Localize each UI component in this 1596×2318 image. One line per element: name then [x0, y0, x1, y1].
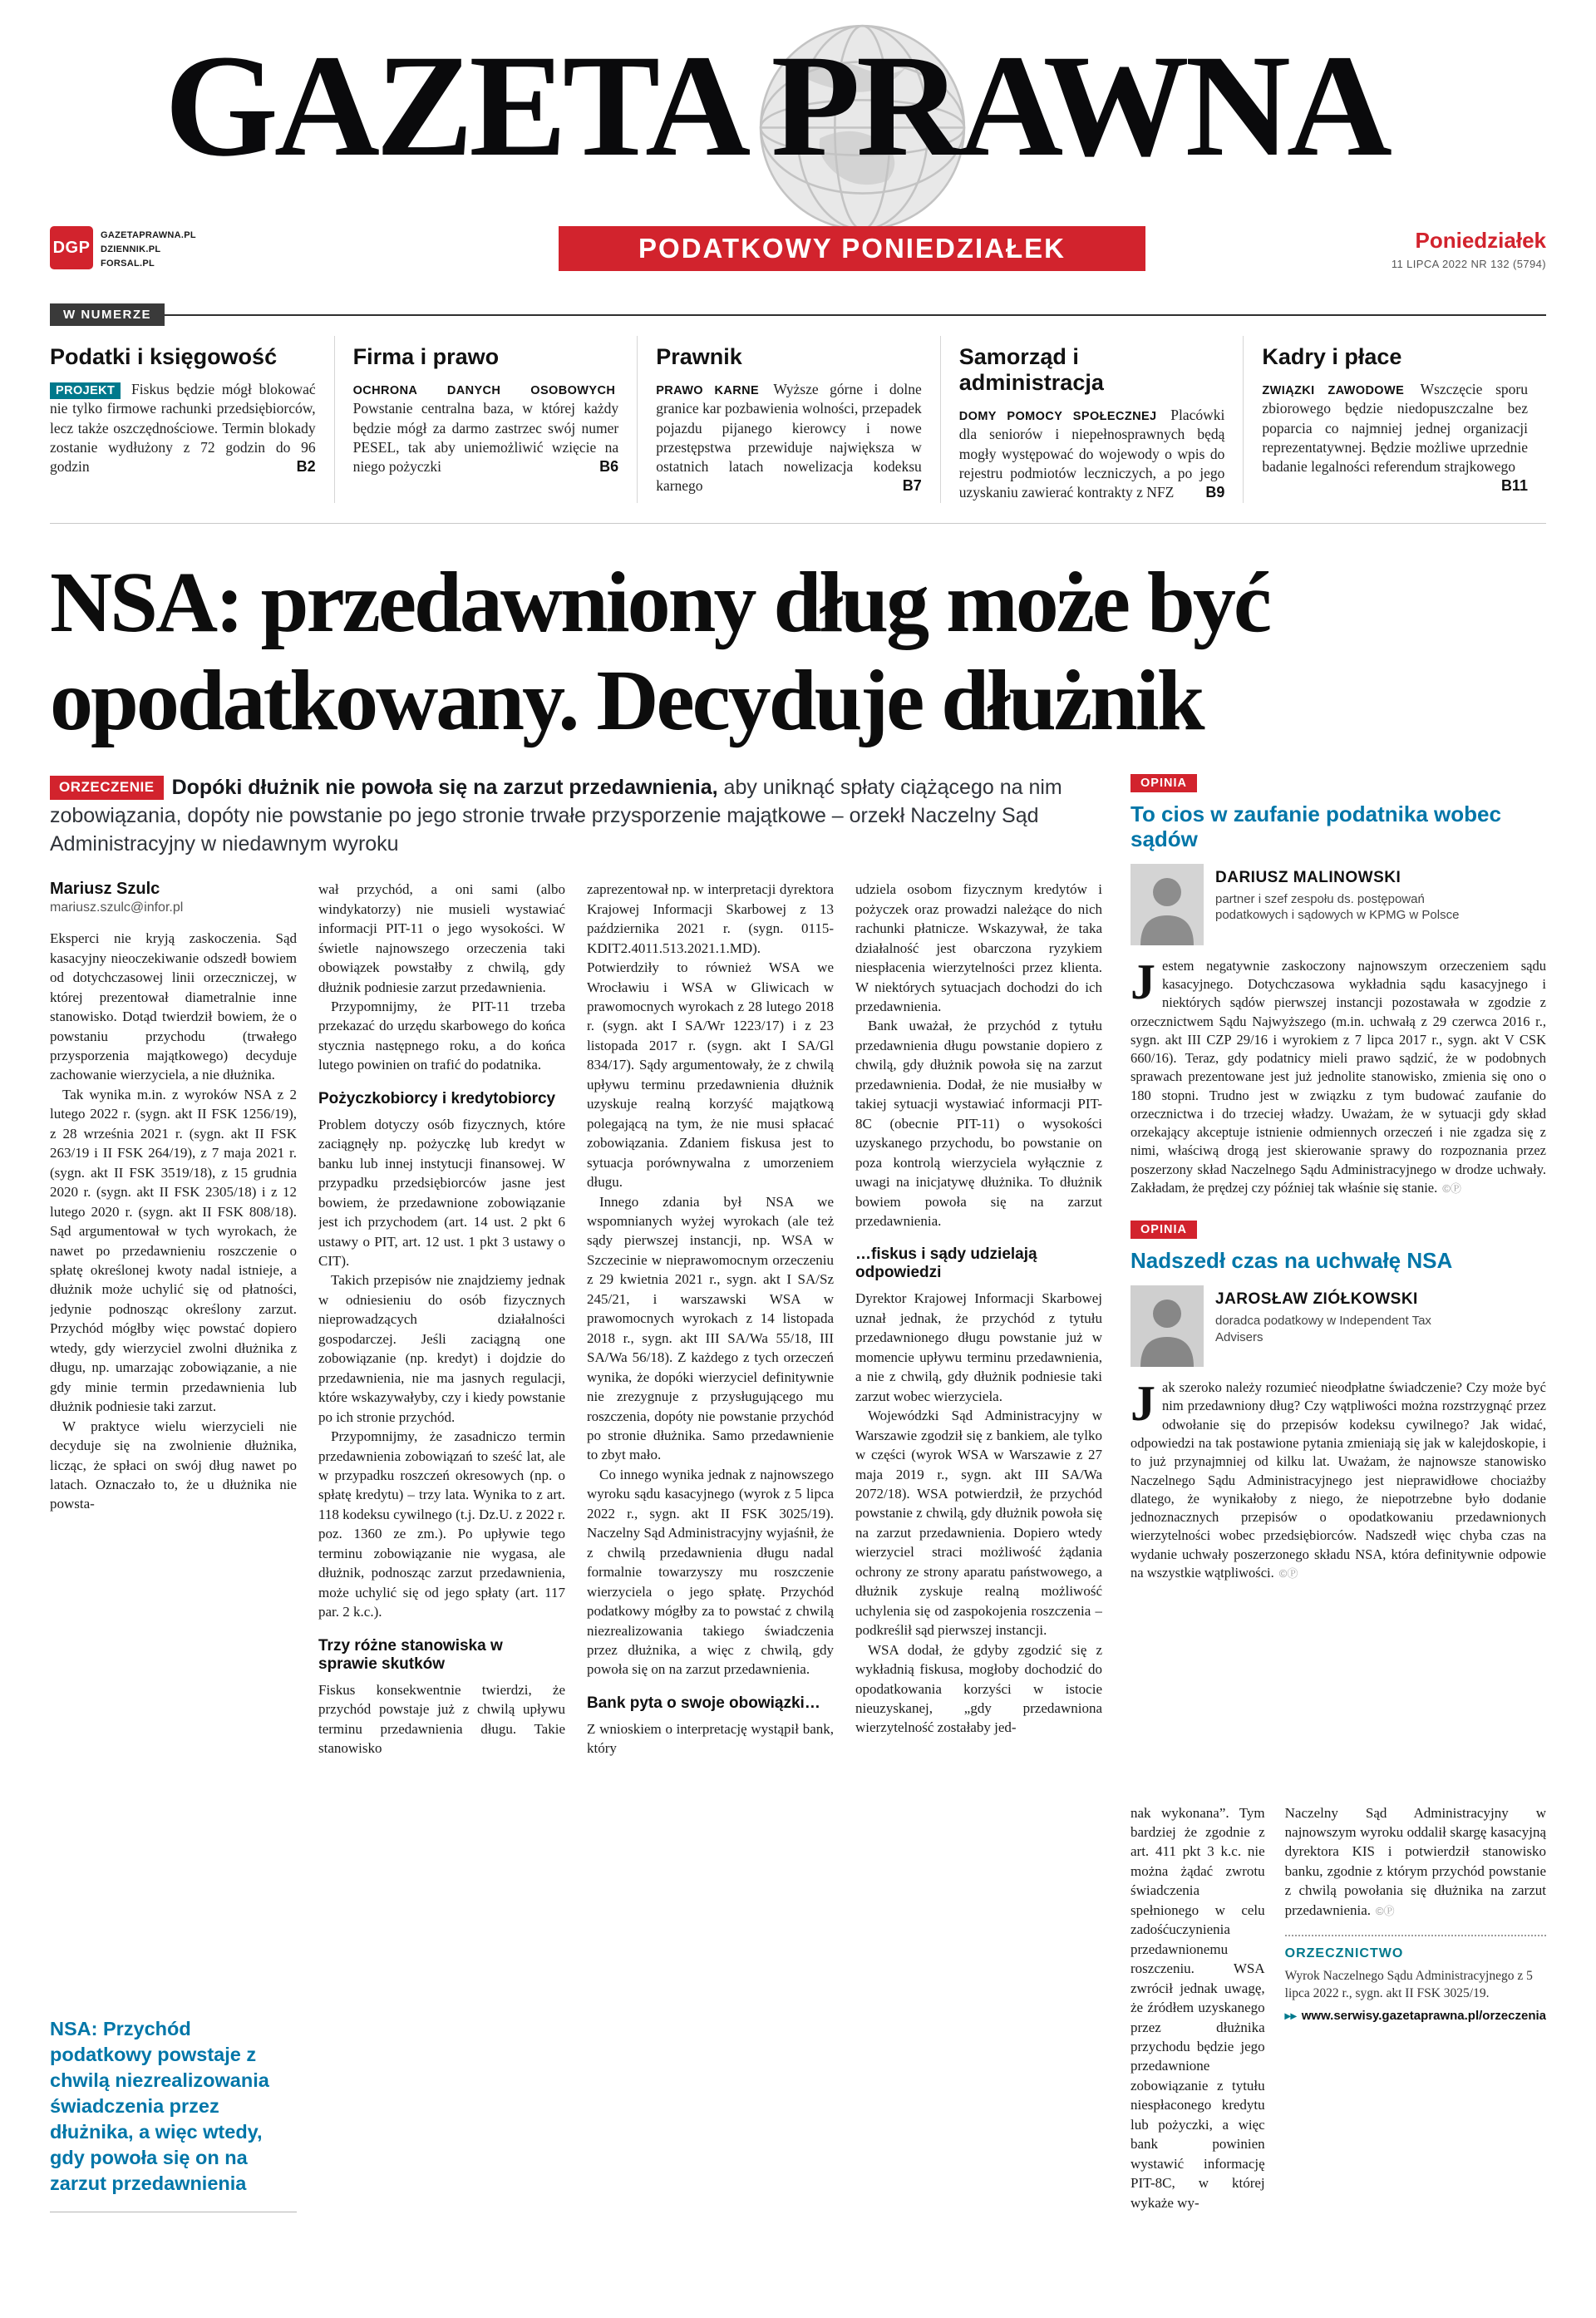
author-row — [1130, 1285, 1546, 1367]
author-role: doradca podatkowy w Independent Tax Advisers — [1215, 1314, 1431, 1344]
page-ref: B11 — [1500, 477, 1528, 495]
headline-line-1: NSA: przedawniony dług może być — [50, 555, 1270, 651]
continuation-column-2 — [1285, 1803, 1546, 2213]
paragraph: W praktyce wielu wierzycieli nie decyduje się na zwolnienie dłużnika, licząc, że spłaci on swój dług nawet po latach. Oznaczało to, że u dłużnika nie powsta- — [50, 1418, 297, 1512]
teaser-body: Placówki dla seniorów i niepełnosprawnych będą mogły występować do wojewody o wpis do rejestru podmiotów leczniczych, a po jego uzyskaniu zawierać kontrakty z NFZ — [958, 407, 1225, 501]
opinion-body — [1130, 1378, 1546, 1582]
opinion-text: ak szeroko należy rozumieć nieodpłatne świadczenie? Czy może być nim przedawniony dług? Czy wątpliwości można rozstrzygnąć przez odwołanie się do przepisów kodeksu cywilnego? Jak widać, odpowiedzi na tak postawione pytania zmieniają się jak w kalejdoskopie, i to już przynajmniej od kilku lat. Uważam, że najnowsze stanowisko Naczelnego Sądu Administracyjnego jest nieprawidłowe chociażby dlatego, że wynikałoby z niego, że niepotrzebne było dodanie jednoznacznych przepisów o opodatkowaniu przedawnionych wierzytelności wobec przedsiębiorców. Nadszedł więc chyba czas na wydanie uchwały poszerzonego składu NSA, która definitywnie odpowie na wszystkie wątpliwości. — [1130, 1379, 1546, 1581]
case-citation: Wyrok Naczelnego Sądu Administracyjnego z 5 lipca 2022 r., sygn. akt II FSK 3025/19. — [1284, 1969, 1533, 2000]
masthead-title: GAZETA PRAWNA — [165, 25, 1388, 187]
site-forsal: FORSAL.PL — [101, 259, 155, 269]
paragraph: nak wykonana”. Tym bardziej że zgodnie z art. 411 pkt 3 k.c. nie można żądać zwrotu świadczenia spełnionego w celu zadośćuczynienia przedawnionemu roszczeniu. WSA zwrócił jednak uwagę, że źródłem uzyskanego przez dłużnika przychodu będzie jego przedawnione zobowiązanie z tytułu niespłaconego kredytu lub pożyczki, a więc bank powinien wystawić informację PIT-8C, w której wykaże wy- — [1130, 1804, 1265, 2211]
author-photo — [1130, 864, 1204, 945]
paragraph: Fiskus konsekwentnie twierdzi, że przychód powstaje już z chwilą upływu terminu przedawnienia długu. Takie stanowisko — [318, 1681, 565, 1756]
paragraph: Przypomnijmy, że zasadniczo termin przedawnienia zobowiązań to sześć lat, ale w przypadku roszczeń okresowych (np. o spłatę kredytu) – trzy lata. Wynika to z art. 118 kodeksu cywilnego (t.j. Dz.U. z 2022 r. poz. 1360 ze zm.). Po upływie tego terminu zobowiązanie nie wygasa, ale dłużnik, podnosząc zarzut przedawnienia, może uchylić się od jego spłaty (art. 117 par. 2 k.c.). — [318, 1428, 565, 1620]
teaser-text — [1262, 380, 1528, 495]
lead-rest: aby uniknąć spłaty ciążącego na nim zobowiązania, dopóty nie powstanie po jego stronie trwałe przysporzenie majątkowe – orzekł Naczelny Sąd Administracyjny w niedawnym wyroku — [50, 776, 1062, 856]
drop-cap: J — [1130, 1376, 1155, 1432]
kicker-label: PRAWO KARNE — [656, 384, 760, 397]
article-column-2 — [318, 880, 565, 2212]
subhead: Trzy różne stanowiska w sprawie skutków — [318, 1636, 503, 1673]
author-role: partner i szef zespołu ds. postępowań podatkowych i sądowych w KPMG w Polsce — [1215, 891, 1460, 923]
teaser-samorzad[interactable] — [940, 336, 1244, 503]
opinion-label: OPINIA — [1130, 774, 1197, 792]
opinion-text: estem negatywnie zaskoczony najnowszym orzeczeniem sądu kasacyjnego. Dotychczasowa wykładnia sądu kasacyjnego i niektórych sądów pierwszej instancji pozostawała w zgodzie z orzecznictwem Sądu Najwyższego (m.in. uchwałą z 29 czerwca 2016 r., sygn. akt III CZP 29/16 i wyrokiem z 7 lipca 2017 r., sygn. akt V CSK 660/16). Teraz, gdy podatnicy mieli prawo sądzić, że w podobnych sprawach prezentowane jest już jednolite stanowisko, zmienia się ono o 180 stopni. Trudno jest w związku z tym budować zaufanie do orzecznictwa i do trzeciej władzy. Uważam, że w sytuacji gdy skład orzekający akceptuje istnienie odmiennych orzeczeń i nie zgadza się z nimi, właściwą drogą jest skierowanie sprawy do rozpoznania przez poszerzony skład Naczelnego Sądu Administracyjnego w drodze uchwały. Zakładam, że prędzej czy później tak właśnie się stanie. — [1130, 957, 1546, 1196]
main-headline — [50, 554, 1546, 749]
opinion-title: Nadszedł czas na uchwałę NSA — [1130, 1248, 1453, 1274]
lead-paragraph — [50, 774, 1102, 858]
section-title: Samorząd i administracja — [958, 344, 1104, 395]
teaser-podatki[interactable] — [50, 336, 334, 503]
edition-banner: PODATKOWY PONIEDZIAŁEK — [559, 226, 1145, 271]
teaser-body: Powstanie centralna baza, w której każdy będzie mógł za darmo zastrzec swój numer PESEL, tak aby uniemożliwić wzięcie na niego pożyczki — [352, 400, 619, 476]
author-row — [1130, 864, 1546, 945]
copyright-mark: ©Ⓟ — [1442, 1182, 1461, 1196]
lead-bold: Dopóki dłużnik nie powoła się na zarzut przedawnienia, — [171, 776, 718, 800]
kicker-label: ZWIĄZKI ZAWODOWE — [1262, 384, 1405, 397]
paragraph: Innego zdania był NSA we wspomnianych wyżej wyrokach (ale też sądy pierwszej instancji, np. WSA w Szczecinie w nieprawomocnym orzeczeniu z 29 kwietnia 2021 r., sygn. akt I SA/Sz 245/21, i warszawski WSA w prawomocnych wyrokach z 14 listopada 2018 r., sygn. akt III SA/Wa 55/18, III SA/Wa 56/18). Z każdego z tych orzeczeń wynika, że dopóki wierzyciel definitywnie nie zrezygnuje z przysługującego mu roszczenia, dopóty nie powstanie przychód po stronie dłużnika. Samo przedawnienie to zbyt mało. — [587, 1193, 834, 1463]
paragraph: Eksperci nie kryją zaskoczenia. Sąd kasacyjny nieoczekiwanie odszedł bowiem od dotychczasowej linii orzeczniczej, w której prezentował diametralnie inne stanowisko. Dotąd twierdził bowiem, że o powstaniu przychodu (trwałego przysporzenia majątkowego) decyduje zachowanie wierzyciela, a nie dłużnika. — [50, 930, 297, 1083]
article-column-1 — [50, 880, 297, 2212]
author-meta — [1215, 864, 1465, 924]
site-dziennik: DZIENNIK.PL — [101, 244, 161, 255]
teaser-row — [50, 336, 1546, 503]
continuation-column-1 — [1130, 1803, 1265, 2213]
teaser-body: Fiskus będzie mógł blokować nie tylko firmowe rachunki przedsiębiorców, lecz także oszczędnościowe. Termin blokady zostanie wydłużony z 72 godzin do 96 godzin — [50, 381, 316, 476]
person-icon — [1130, 1285, 1204, 1367]
case-label: ORZECZNICTWO — [1284, 1946, 1404, 1961]
author-meta — [1215, 1285, 1465, 1345]
article-columns — [50, 880, 1102, 2212]
section-title: Firma i prawo — [352, 344, 500, 369]
kicker-label: OCHRONA DANYCH OSOBOWYCH — [352, 384, 616, 397]
issue-info: 11 LIPCA 2022 NR 132 (5794) — [1391, 258, 1546, 270]
kicker-label: DOMY POMOCY SPOŁECZNEJ — [958, 410, 1157, 423]
continuation-text: Naczelny Sąd Administracyjny w najnowszym wyroku oddalił skargę kasacyjną dyrektora KIS i potwierdził stanowisko banku, zgodnie z którym przychód powstanie z chwilą powołania się dłużnika na zarzut przedawnienia. — [1284, 1804, 1546, 1918]
author-name: DARIUSZ MALINOWSKI — [1215, 868, 1401, 886]
opinion-rail — [1130, 774, 1546, 2212]
teaser-firma[interactable] — [334, 336, 638, 503]
pull-quote: NSA: Przychód podatkowy powstaje z chwilą niezrealizowania świadczenia przez dłużnika, a więc wtedy, gdy powoła się on na zarzut przedawnienia — [50, 2000, 297, 2212]
paragraph: udziela osobom fizycznym kredytów i pożyczek oraz prowadzi należące do nich rachunki płatnicze. Wskazywał, że taka działalność jest obarczona ryzykiem niespłacenia wierzytelności przez klienta. W niektórych sytuacjach dochodzi do ich przedawnienia. — [855, 881, 1102, 1015]
page-ref: B6 — [599, 458, 619, 476]
subhead: …fiskus i sądy udzielają odpowiedzi — [855, 1245, 1037, 1282]
section-title: Prawnik — [656, 344, 742, 369]
article-column-3 — [587, 880, 834, 2212]
teaser-text — [50, 380, 316, 476]
subhead: Pożyczkobiorcy i kredytobiorcy — [318, 1089, 556, 1107]
paragraph: Takich przepisów nie znajdziemy jednak w odniesieniu do osób fizycznych nieprowadzących działalności gospodarczej. Jeśli zaciągną one zobowiązanie (np. kredyt) i dojdzie do przedawnienia, nie ma jasnych regulacji, które wskazywałyby, czy i kiedy powstanie po ich stronie przychód. — [318, 1272, 565, 1425]
opinion-label: OPINIA — [1130, 1221, 1197, 1239]
main-content — [50, 774, 1546, 2212]
drop-cap: J — [1130, 954, 1155, 1009]
case-link[interactable] — [1285, 2009, 1546, 2023]
site-gazetaprawna: GAZETAPRAWNA.PL — [101, 230, 196, 240]
copyright-mark: ©Ⓟ — [1278, 1566, 1298, 1580]
dgp-logo: DGP — [50, 226, 93, 269]
opinion-box-1 — [1130, 774, 1546, 1197]
in-issue-label: W NUMERZE — [50, 303, 165, 326]
kicker-label: PROJEKT — [50, 382, 121, 399]
author-name: JAROSŁAW ZIÓŁKOWSKI — [1215, 1290, 1418, 1309]
paragraph: Z wnioskiem o interpretację wystąpił bank, który — [587, 1720, 834, 1757]
ruling-label: ORZECZENIE — [50, 776, 164, 800]
article-area — [50, 774, 1102, 2212]
brand-block — [50, 226, 196, 271]
opinion-box-2 — [1130, 1221, 1546, 1582]
subhead: Bank pyta o swoje obowiązki… — [587, 1694, 820, 1712]
person-icon — [1130, 864, 1204, 945]
site-list — [101, 226, 196, 271]
link-arrow-icon: ▸▸ — [1284, 2009, 1297, 2023]
opinion-title: To cios w zaufanie podatnika wobec sądów — [1130, 801, 1501, 851]
paragraph — [1285, 1803, 1546, 1921]
teaser-body: Wszczęcie sporu zbiorowego będzie niedopuszczalne bez poparcia co najmniej jednej organizacji reprezentatywnej. Będzie możliwe uprzednie badanie legalności referendum strajkowego — [1262, 381, 1528, 476]
paragraph: Wojewódzki Sąd Administracyjny w Warszawie zgodził się z bankiem, ale tylko w części (wyrok WSA w Warszawie z 27 maja 2019 r., sygn. akt III SA/Wa 2072/18). WSA potwierdził, że przychód powstanie z chwilą, gdy dłużnik powoła się na zarzut przedawnienia. Dopiero wtedy wierzyciel straci możliwość żądania ochrony ze strony aparatu państwowego, a dłużnik zyskuje realną możliwość uchylenia się od zaspokojenia roszczenia – podkreślił sąd pierwszej instancji. — [855, 1408, 1102, 1639]
paragraph: Problem dotyczy osób fizycznych, które zaciągnęły np. pożyczkę lub kredyt w banku lub innej instytucji finansowej. W przypadku przedsiębiorców jasne jest bowiem, że przedawnione zobowiązanie jest ich przychodem (art. 14 ust. 2 pkt 6 ustawy o PIT, art. 12 ust. 1 pkt 3 ustawy o CIT). — [318, 1116, 565, 1269]
section-title: Kadry i płace — [1262, 344, 1402, 369]
author-email[interactable]: mariusz.szulc@infor.pl — [50, 900, 184, 915]
page-ref: B2 — [296, 458, 316, 476]
masthead — [50, 22, 1546, 286]
case-reference-box — [1285, 1935, 1546, 2023]
paragraph: Przypomnijmy, że PIT-11 trzeba przekazać do urzędu skarbowego do końca stycznia następnego roku, a do końca lutego powinien on trafić do podatnika. — [318, 999, 565, 1073]
in-this-issue-strip — [50, 308, 1546, 524]
copyright-mark: ©Ⓟ — [1376, 1904, 1395, 1917]
teaser-text — [656, 380, 922, 496]
opinion-body — [1130, 954, 1546, 1197]
teaser-kadry[interactable] — [1243, 336, 1546, 503]
author-photo — [1130, 1285, 1204, 1367]
paragraph: Co innego wynika jednak z najnowszego wyroku sądu kasacyjnego (wyrok z 5 lipca 2022 r., sygn. akt II FSK 3025/19). Naczelny Sąd Administracyjny wyjaśnił, że z chwilą przedawnienia długu nadal formalnie towarzyszy mu roszczenie wierzyciela o jego spłatę. Przychód podatkowy mógłby za to powstać z chwilą niezrealizowania takiego świadczenia przez dłużnika, a więc z chwilą, gdy powoła się on na zarzut przedawnienia. — [587, 1466, 834, 1678]
article-column-4 — [855, 880, 1102, 2212]
article-continuation — [1130, 1803, 1546, 2213]
paragraph: Dyrektor Krajowej Informacji Skarbowej uznał jednak, że przychód z tytułu przedawnionego długu powstanie już w momencie upływu terminu przedawnienia, a nie z chwilą, gdy dłużnik podniesie taki zarzut wobec wierzyciela. — [855, 1290, 1102, 1404]
paragraph: wał przychód, a oni sami (albo windykatorzy) nie musieli wystawiać informacji PIT-11 o jego wysokości. W świetle najnowszego orzeczenia taki obowiązek powstałby z chwilą, gdy dłużnik podniesie zarzut przedawnienia. — [318, 881, 565, 995]
date-block — [1392, 228, 1546, 270]
paragraph: WSA dodał, że gdyby zgodzić się z wykładnią fiskusa, mogłoby dochodzić do opodatkowania korzyści w istocie nieuzyskanej, „gdy przedawniona wierzytelność zostałaby jed- — [855, 1641, 1102, 1736]
page-ref: B9 — [1205, 484, 1225, 501]
paragraph: Tak wynika m.in. z wyroków NSA z 2 lutego 2022 r. (sygn. akt II FSK 1256/19), z 28 września 2021 r. (sygn. akt II FSK 263/19 i II FSK 264/19), z 7 maja 2021 r. (sygn. akt II FSK 3519/18), z 15 grudnia 2020 r. (sygn. akt II FSK 2305/18) i z 12 lutego 2020 r. (sygn. akt II FSK 808/18). Sąd argumentował w tych wyrokach, że nawet po przedawnieniu roszczenie o spłatę określonej kwoty nadal istnieje, a dłużnik może uchylić się od płatności, jedynie podnosząc określony zarzut. Przychód mógłby więc powstać dopiero wtedy, gdy wierzyciel zwolni dłużnika z długu, np. umarzając zobowiązanie, a nie gdy minie termin przedawnienia lub dłużnik podniesie taki zarzut. — [50, 1086, 297, 1415]
teaser-body: Wyższe górne i dolne granice kar pozbawienia wolności, przepadek pojazdu pijanego kierowcy i nowe przestępstwa przewiduje największa w ostatnich latach nowelizacja kodeksu karnego — [656, 381, 922, 495]
paragraph: zaprezentował np. w interpretacji dyrektora Krajowej Informacji Skarbowej z 13 października 2021 r. (sygn. 0115-KDIT2.4011.513.2021.1.MD). Potwierdziły to również WSA we Wrocławiu i WSA w Gliwicach w prawomocnych wyrokach z 28 lutego 2018 r. (sygn. akt I SA/Wr 1223/17) i z 23 listopada 2017 r. (sygn. akt I SA/Gl 834/17). Sądy argumentowały, że z chwilą upływu terminu przedawnienia dłużnik uzyskuje realną korzyść majątkową polegającą na tym, że nie musi spłacać zobowiązania. Zdaniem fiskusa jest to sytuacja porównywalna z umorzeniem długu. — [587, 881, 834, 1191]
headline-line-2: opodatkowany. Decyduje dłużnik — [50, 652, 1203, 748]
teaser-text — [959, 406, 1225, 502]
date-day: Poniedziałek — [1415, 228, 1546, 253]
paragraph: Bank uważał, że przychód z tytułu przedawnienia długu powstanie dopiero z chwilą, gdy dłużnik powoła się na zarzut przedawnienia. Dodał, że nie musiałby w takiej sytuacji wystawiać informacji PIT-8C (obecnie PIT-11) o wysokości uzyskanego przychodu, bo powstanie on poza kontrolą wierzyciela wyłącznie z uwagi na inicjatywę dłużnika. To dłużnik bowiem powoła się na zarzut przedawnienia. — [855, 1018, 1102, 1229]
case-link-url: www.serwisy.gazetaprawna.pl/orzeczenia — [1301, 2009, 1546, 2024]
teaser-text — [353, 380, 619, 476]
section-title: Podatki i księgowość — [50, 344, 278, 369]
page-ref: B7 — [902, 477, 922, 495]
teaser-prawnik[interactable] — [637, 336, 940, 503]
author-byline: Mariusz Szulc — [50, 880, 160, 899]
